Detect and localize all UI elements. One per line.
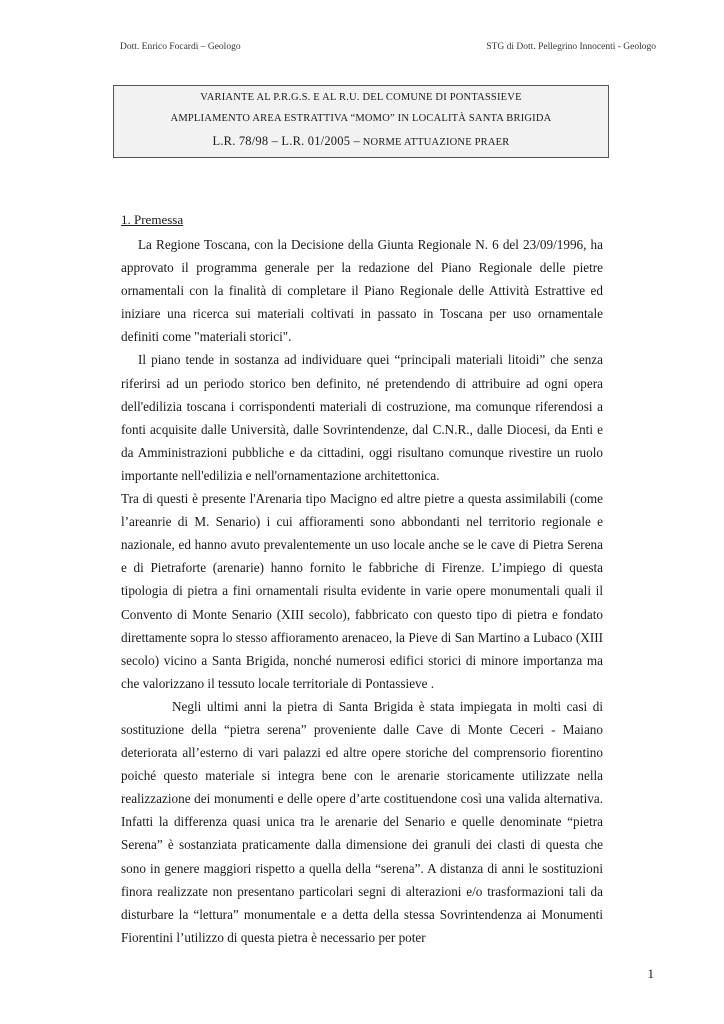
paragraph-2: Il piano tende in sostanza ad individuare quei “principali materiali litoidi” che senza riferirsi ad un periodo storico ben definito, né pretendendo di attribuire ad ogni opera dell'edilizia toscana i corrispondenti materiali di costruzione, ma comunque riferendosi a fonti acquisite dalle Università, dalle Sovrintendenze, dal C.N.R., dalle Diocesi, da Enti e da Amministrazioni pubbliche e da cittadini, oggi risultano comunque rivestire un ruolo importante nell'edilizia e nell'ornamentazione architettonica. xyxy=(121,352,603,483)
paragraph-1: La Regione Toscana, con la Decisione della Giunta Regionale N. 6 del 23/09/1996, ha approvato il programma generale per la redazione del Piano Regionale delle pietre ornamentali con la finalità di completare il Piano Regionale delle Attività Estrattive ed iniziare una ricerca sui materiali coltivati in passato in Toscana per uso ornamentale definiti come "materiali storici". xyxy=(121,237,603,345)
document-title-box xyxy=(113,85,609,158)
title-line-3-laws: L.R. 78/98 – L.R. 01/2005 – xyxy=(212,134,360,148)
section-heading: 1. Premessa xyxy=(121,212,184,227)
paragraph-3: Tra di questi è presente l'Arenaria tipo Macigno ed altre pietre a questa assimilabili (come l’areanrie di M. Senario) i cui affioramenti sono abbondanti nel territorio regionale e nazionale, ed hanno avuto prevalentemente un uso locale anche se le cave di Pietra Serena e di Pietraforte (arenarie) hanno fornito le fabbriche di Firenze. L’impiego di questa tipologia di pietra a fini ornamentali risulta evidente in varie opere monumentali quali il Convento di Monte Senario (XIII secolo), fabbricato con questo tipo di pietra e fondato direttamente sopra lo stesso affioramento arenaceo, la Pieve di San Martino a Lubaco (XIII secolo) vicino a Santa Brigida, nonché numerosi edifici storici di minore importanza ma che valorizzano il tessuto locale territoriale di Pontassieve . xyxy=(121,491,603,691)
page-number: 1 xyxy=(647,966,654,981)
header-author-right: STG di Dott. Pellegrino Innocenti - Geologo xyxy=(486,42,656,52)
title-line-1: VARIANTE AL P.R.G.S. E AL R.U. DEL COMUNE DI PONTASSIEVE xyxy=(200,92,522,103)
title-line-3-norms: NORME ATTUAZIONE PRAER xyxy=(362,137,510,148)
paragraph-4: Negli ultimi anni la pietra di Santa Brigida è stata impiegata in molti casi di sostituzione della “pietra serena” proveniente dalle Cave di Monte Ceceri - Maiano deteriorata all’esterno di vari palazzi ed altre opere storiche del comprensorio fiorentino poiché questo materiale si integra bene con le arenarie storicamente utilizzate nella realizzazione dei monumenti e delle opere d’arte costituendone così una valida alternativa. Infatti la differenza quasi unica tra le arenarie del Senario e quelle denominate “pietra Serena” è sostanziata praticamente dalla dimensione dei granuli dei clasti di questa che sono in genere maggiori rispetto a quella della “serena”. A distanza di anni le sostituzioni finora realizzate non presentano particolari segni di alterazioni e/o trasformazioni tali da disturbare la “lettura” monumentale e a detta della stessa Sovrintendenza ai Monumenti Fiorentini l’utilizzo di questa pietra è necessario per poter xyxy=(121,698,603,945)
header-author-left: Dott. Enrico Focardi – Geologo xyxy=(120,42,241,52)
title-line-3 xyxy=(114,134,608,149)
title-line-2: AMPLIAMENTO AREA ESTRATTIVA “MOMO” IN LOCALITÀ SANTA BRIGIDA xyxy=(170,113,552,124)
section-body xyxy=(121,233,603,949)
